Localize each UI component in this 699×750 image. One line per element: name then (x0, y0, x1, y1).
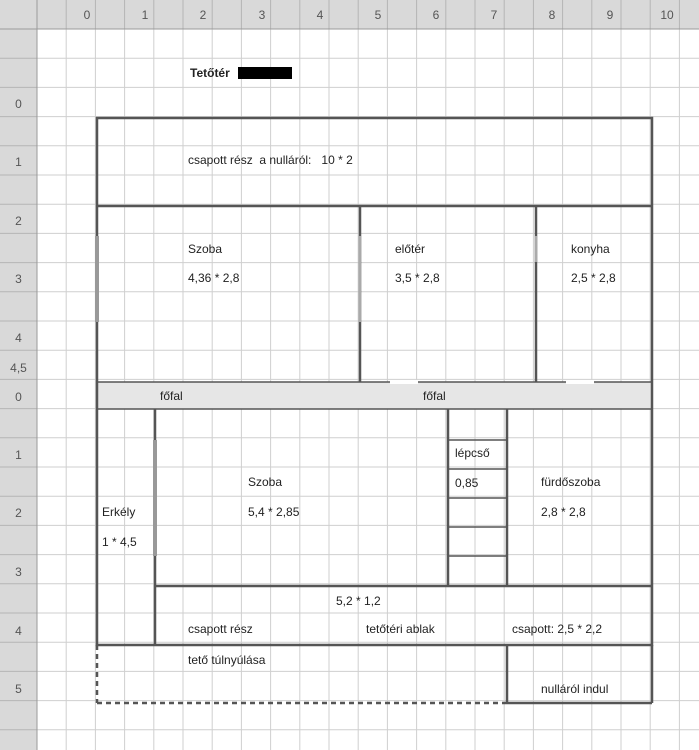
bottom-strip-label-middle: tetőtéri ablak (366, 622, 435, 636)
row-header[interactable]: 2 (15, 213, 22, 228)
column-header[interactable]: 6 (432, 7, 440, 22)
row-header[interactable]: 2 (15, 505, 22, 520)
room-size-furdo: 2,8 * 2,8 (541, 505, 586, 519)
row-header[interactable]: 4 (15, 330, 22, 345)
room-name-furdo: fürdőszoba (541, 475, 601, 489)
column-header[interactable]: 4 (316, 7, 324, 22)
column-header[interactable]: 2 (199, 7, 207, 22)
column-header[interactable]: 10 (660, 7, 674, 22)
room-size-szoba-bottom: 5,4 * 2,85 (248, 505, 300, 519)
room-size-eloter: 3,5 * 2,8 (395, 271, 440, 285)
stairs-name: lépcső (455, 446, 490, 460)
room-size-konyha: 2,5 * 2,8 (571, 271, 616, 285)
main-wall-label-right: főfal (423, 389, 446, 403)
top-band-label: csapott rész a nulláról: 10 * 2 (188, 153, 353, 167)
door-gap (566, 380, 594, 384)
column-header[interactable]: 1 (141, 7, 149, 22)
room-size-szoba-top: 4,36 * 2,8 (188, 271, 240, 285)
column-header[interactable]: 0 (83, 7, 91, 22)
overhang-label: tető túlnyúlása (188, 653, 266, 667)
column-header[interactable]: 5 (374, 7, 382, 22)
row-header[interactable]: 5 (15, 681, 22, 696)
bottom-strip-label-left: csapott rész (188, 622, 253, 636)
room-name-eloter: előtér (395, 242, 426, 256)
row-header[interactable]: 4,5 (10, 360, 27, 375)
bottom-strip-label-right: csapott: 2,5 * 2,2 (512, 622, 603, 636)
bottom-strip-size: 5,2 * 1,2 (336, 594, 381, 608)
row-header[interactable]: 1 (15, 154, 22, 169)
row-header[interactable]: 3 (15, 271, 22, 286)
room-name-szoba-top: Szoba (188, 242, 223, 256)
main-wall-label-left: főfal (160, 389, 183, 403)
stairs-size: 0,85 (455, 476, 479, 490)
column-header[interactable]: 9 (606, 7, 614, 22)
room-size-erkely: 1 * 4,5 (102, 535, 137, 549)
plan-title: Tetőtér (190, 66, 230, 80)
room-name-konyha: konyha (571, 242, 610, 256)
row-header[interactable]: 0 (15, 96, 22, 111)
room-name-erkely: Erkély (102, 505, 136, 519)
column-header[interactable]: 7 (490, 7, 498, 22)
row-header[interactable]: 1 (15, 447, 22, 462)
row-header[interactable]: 0 (15, 389, 22, 404)
zero-start-label: nulláról indul (541, 682, 609, 696)
column-header[interactable]: 8 (548, 7, 556, 22)
door-gap (390, 380, 418, 384)
column-header[interactable]: 3 (258, 7, 266, 22)
row-header[interactable]: 4 (15, 623, 22, 638)
redacted-block (238, 67, 292, 79)
row-header[interactable]: 3 (15, 564, 22, 579)
room-name-szoba-bottom: Szoba (248, 475, 283, 489)
